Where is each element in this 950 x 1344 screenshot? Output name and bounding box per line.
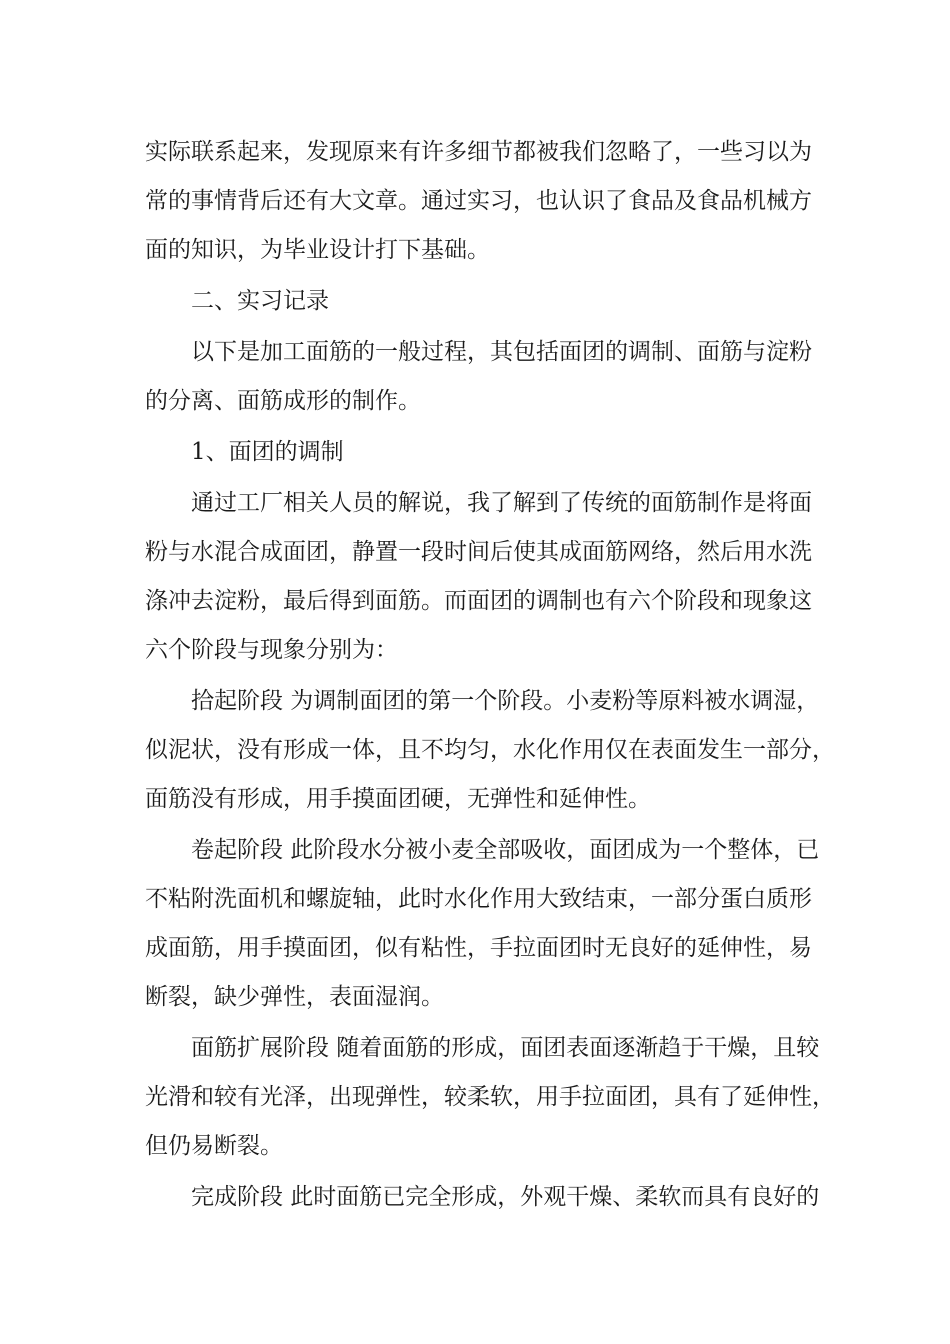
- paragraph-stage-complete: [145, 1173, 825, 1222]
- text-line: 断裂，缺少弹性，表面湿润。: [145, 984, 444, 1010]
- paragraph-stage-pickup: [145, 677, 835, 824]
- text-line: 似泥状，没有形成一体，且不均匀，水化作用仅在表面发生一部分，: [145, 737, 835, 763]
- text-line: 光滑和较有光泽，出现弹性，较柔软，用手拉面团，具有了延伸性，: [145, 1084, 835, 1110]
- text-line: 通过工厂相关人员的解说，我了解到了传统的面筋制作是将面: [191, 490, 812, 516]
- document-body: [145, 128, 835, 1222]
- text-line: 拾起阶段 为调制面团的第一个阶段。小麦粉等原料被水调湿，: [191, 688, 820, 714]
- text-line: 但仍易断裂。: [145, 1133, 283, 1159]
- paragraph-intro-continued: [145, 128, 825, 275]
- text-line: 面的知识，为毕业设计打下基础。: [145, 237, 490, 263]
- text-line: 成面筋，用手摸面团，似有粘性，手拉面团时无良好的延伸性，易: [145, 935, 812, 961]
- text-line: 完成阶段 此时面筋已完全形成，外观干燥、柔软而具有良好的: [191, 1184, 820, 1210]
- paragraph-dough-description: [145, 479, 825, 675]
- text-line: 面筋没有形成，用手摸面团硬，无弹性和延伸性。: [145, 786, 651, 812]
- heading-text: 1、面团的调制: [191, 439, 344, 465]
- paragraph-stage-expansion: [145, 1024, 835, 1171]
- text-line: 六个阶段与现象分别为：: [145, 637, 398, 663]
- section-heading: [145, 277, 825, 326]
- text-line: 面筋扩展阶段 随着面筋的形成，面团表面逐渐趋于干燥，且较: [191, 1035, 820, 1061]
- text-line: 涤冲去淀粉，最后得到面筋。而面团的调制也有六个阶段和现象这: [145, 588, 812, 614]
- text-line: 粉与水混合成面团，静置一段时间后使其成面筋网络，然后用水洗: [145, 539, 812, 565]
- subsection-heading: [145, 428, 825, 477]
- paragraph-stage-rollup: [145, 826, 825, 1022]
- text-line: 卷起阶段 此阶段水分被小麦全部吸收，面团成为一个整体，已: [191, 837, 820, 863]
- text-line: 常的事情背后还有大文章。通过实习，也认识了食品及食品机械方: [145, 188, 812, 214]
- text-line: 的分离、面筋成形的制作。: [145, 388, 421, 414]
- heading-text: 二、实习记录: [191, 288, 329, 314]
- paragraph-process-overview: [145, 328, 825, 426]
- text-line: 实际联系起来，发现原来有许多细节都被我们忽略了，一些习以为: [145, 139, 812, 165]
- text-line: 不粘附洗面机和螺旋轴，此时水化作用大致结束，一部分蛋白质形: [145, 886, 812, 912]
- text-line: 以下是加工面筋的一般过程，其包括面团的调制、面筋与淀粉: [191, 339, 812, 365]
